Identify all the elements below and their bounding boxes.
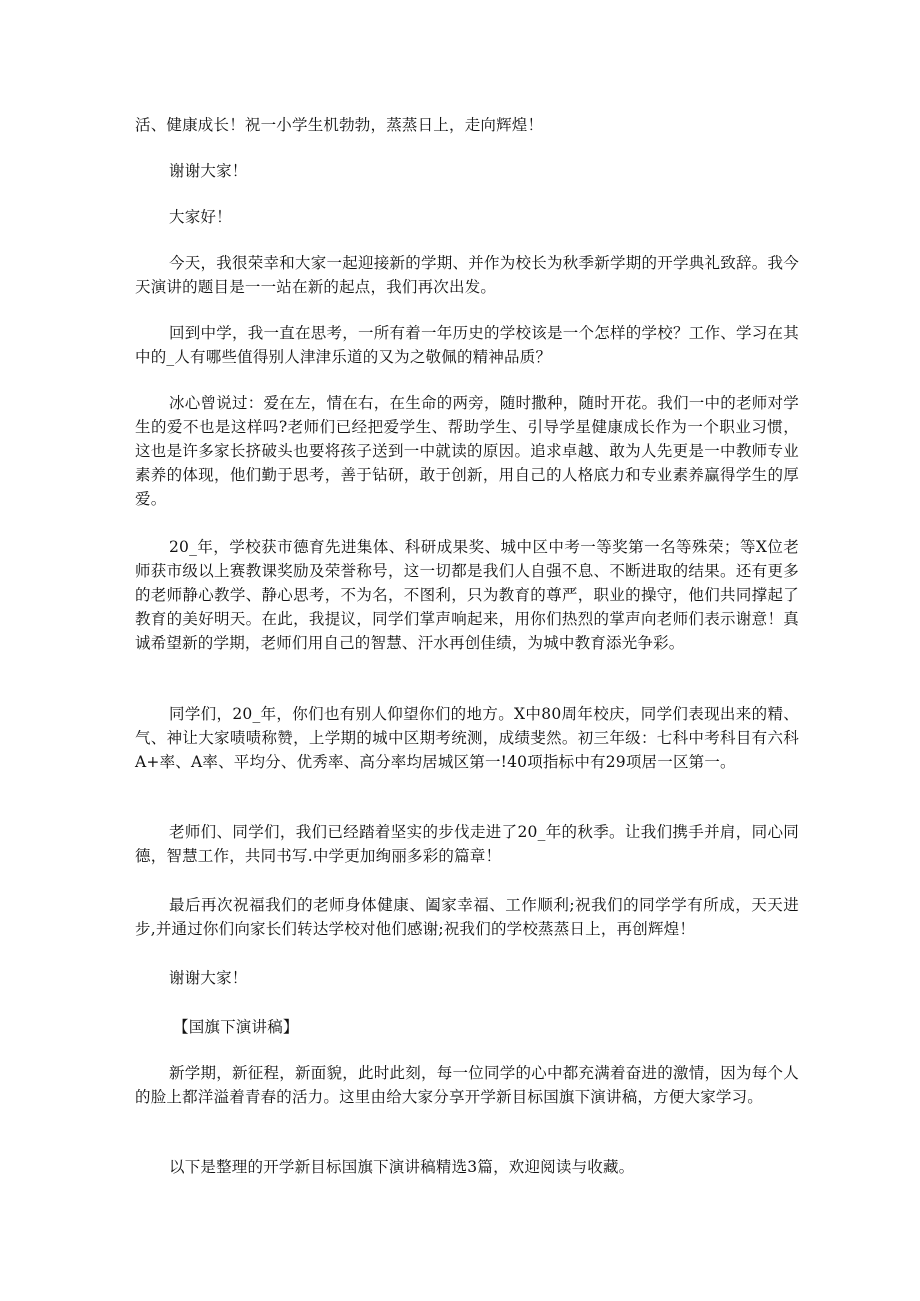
paragraph-thanks-1: 谢谢大家！ [169,162,248,180]
paragraph-greeting: 大家好！ [169,208,232,226]
paragraph-reflection: 回到中学，我一直在思考，一所有着一年历史的学校该是一个怎样的学校？工作、学习在其中的_人有哪些值得别人津津乐道的又为之敬佩的精神品质？ [135,324,799,366]
paragraph-achievements: 20_年，学校获市德育先进集体、科研成果奖、城中区中考一等奖第一名等殊荣；等X位老师获市级以上赛教课奖励及荣誉称号，这一切都是我们人自强不息、不断进取的结果。还有更多的老师静心教学、静心思考，不为名，不图利，只为教育的尊严，职业的操守，他们共同撑起了教育的美好明天。在此，我提议，同学们掌声响起来，用你们热烈的掌声向老师们表示谢意！真诚希望新的学期，老师们用自己的智慧、汗水再创佳绩，为城中教育添光争彩。 [135,538,799,652]
paragraph-closing-wish: 活、健康成长！祝一小学生机勃勃，蒸蒸日上，走向辉煌！ [135,116,544,134]
paragraph-new-semester: 新学期，新征程，新面貌，此时此刻，每一位同学的心中都充满着奋进的激情，因为每个人的脸上都洋溢着青春的活力。这里由给大家分享开学新目标国旗下演讲稿，方便大家学习。 [135,1064,799,1106]
paragraph-intro: 今天，我很荣幸和大家一起迎接新的学期、并作为校长为秋季新学期的开学典礼致辞。我今天演讲的题目是一一站在新的起点，我们再次出发。 [135,254,799,296]
paragraph-thanks-2: 谢谢大家！ [169,969,248,987]
paragraph-final-wishes: 最后再次祝福我们的老师身体健康、阖家幸福、工作顺利;祝我们的同学学有所成，天天进步,并通过你们向家长们转达学校对他们感谢;祝我们的学校蒸蒸日上，再创辉煌！ [135,896,799,938]
paragraph-autumn: 老师们、同学们，我们已经踏着坚实的步伐走进了20_年的秋季。让我们携手并肩，同心同德，智慧工作，共同书写.中学更加绚丽多彩的篇章！ [135,823,799,865]
paragraph-students: 同学们，20_年，你们也有别人仰望你们的地方。X中80周年校庆，同学们表现出来的精、气、神让大家啧啧称赞，上学期的城中区期考统测，成绩斐然。初三年级：七科中考科目有六科A+率、A率、平均分、优秀率、高分率均居城区第一!40项指标中有29项居一区第一。 [135,705,799,771]
section-title: 【国旗下演讲稿】 [173,1018,299,1036]
paragraph-teachers-love: 冰心曾说过：爱在左，情在右，在生命的两旁，随时撒种，随时开花。我们一中的老师对学生的爱不也是这样吗?老师们已经把爱学生、帮助学生、引导学星健康成长作为一个职业习惯，这也是许多家长挤破头也要将孩子送到一中就读的原因。追求卓越、敢为人先更是一中教师专业素养的体现，他们勤于思考，善于钻研，敢于创新，用自己的人格底力和专业素养赢得学生的厚爱。 [135,394,799,508]
paragraph-selection-note: 以下是整理的开学新目标国旗下演讲稿精选3篇，欢迎阅读与收藏。 [169,1158,635,1176]
